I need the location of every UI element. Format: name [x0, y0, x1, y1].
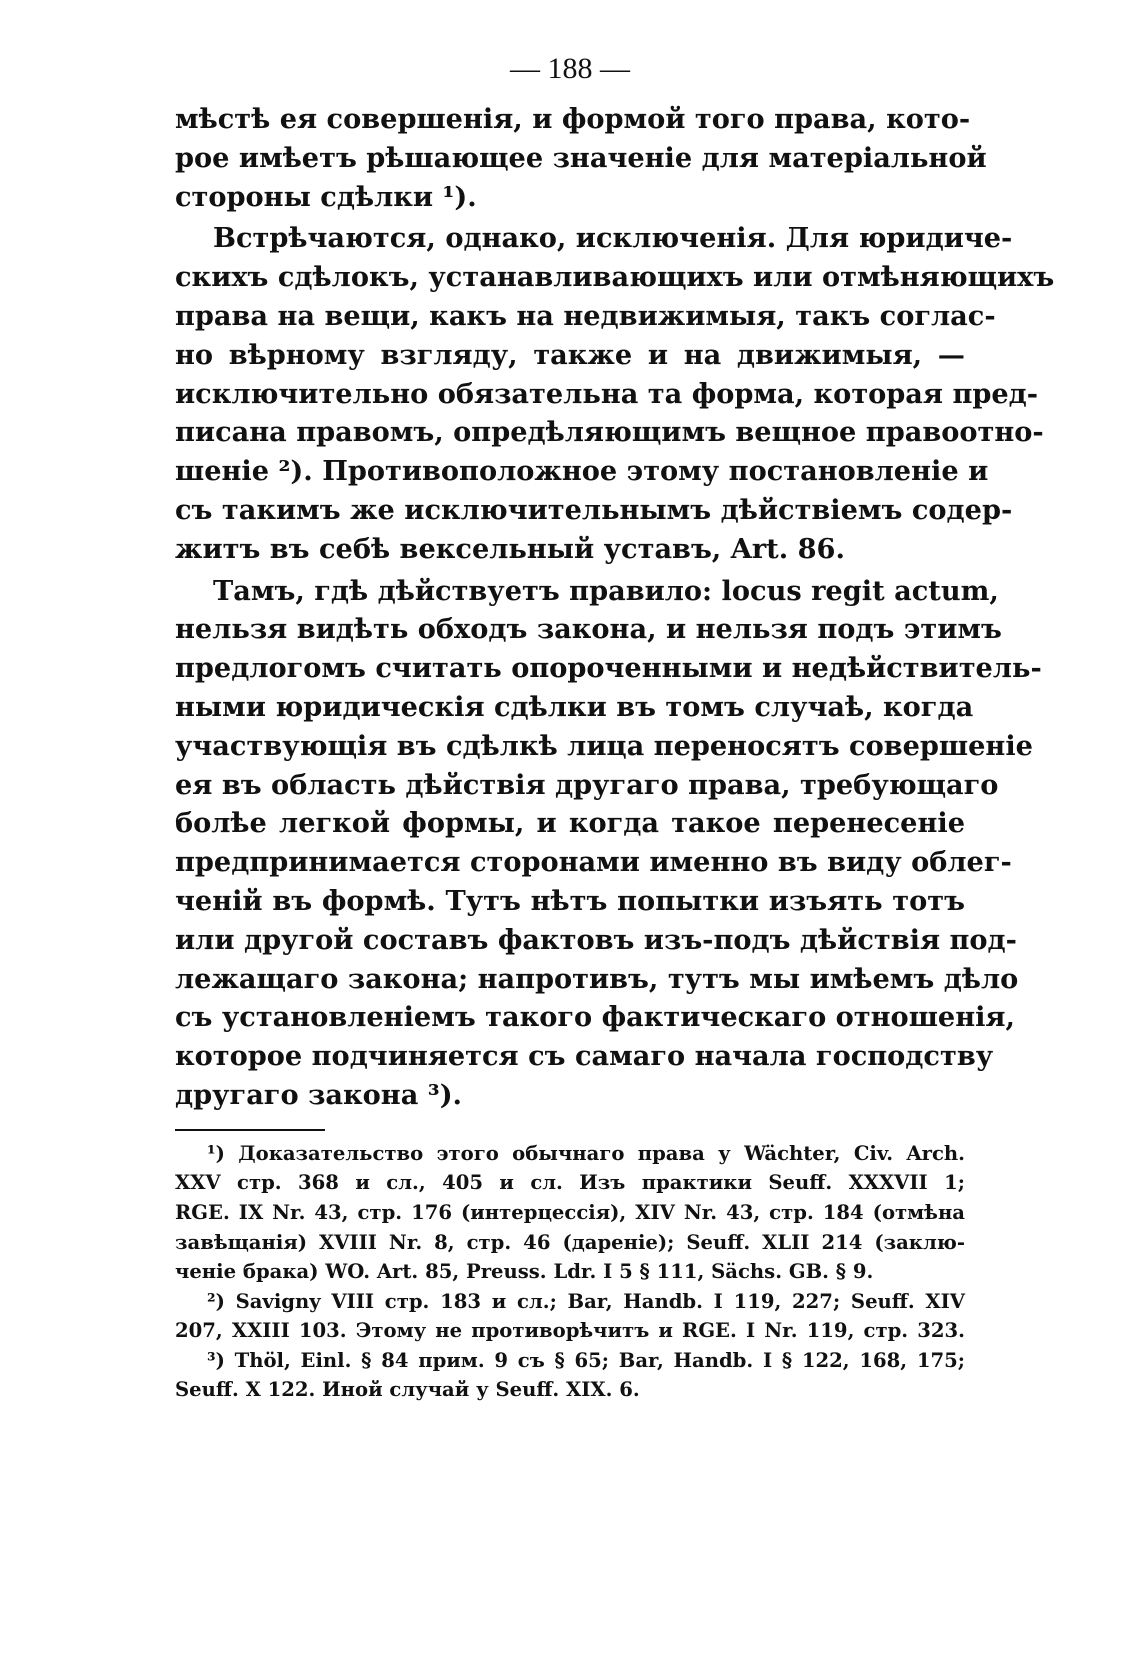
- paragraph-3: [175, 572, 1042, 1115]
- footnote-line: ченіе брака) WO. Art. 85, Preuss. Ldr. I 5 § 111, Sächs. GB. § 9.: [175, 1260, 874, 1284]
- footnote-1: [175, 1139, 965, 1287]
- text-line: ными юридическія сдѣлки въ томъ случаѣ, когда: [175, 690, 974, 723]
- footnote-line: ³) Thöl, Einl. § 84 прим. 9 съ § 65; Bar, Handb. I § 122, 168, 175;: [207, 1348, 965, 1372]
- footnotes: [175, 1139, 965, 1405]
- text-line: Встрѣчаются, однако, исключенія. Для юридиче-: [213, 222, 1013, 255]
- text-line: или другой составъ фактовъ изъ-подъ дѣйствія под-: [175, 923, 1017, 956]
- text-line: житъ въ себѣ вексельный уставъ, Art. 86.: [175, 532, 845, 565]
- footnote-line: RGE. IX Nr. 43, стр. 176 (интерцессія), XIV Nr. 43, стр. 184 (отмѣна: [175, 1200, 965, 1224]
- footnote-2: [175, 1287, 965, 1346]
- footnote-line: XXV стр. 368 и сл., 405 и сл. Изъ практики Seuff. XXXVII 1;: [175, 1171, 965, 1195]
- text-line: другаго закона ³).: [175, 1078, 463, 1111]
- page-number: — 188 —: [510, 52, 630, 85]
- text-line: предлогомъ считать опороченными и недѣйствитель-: [175, 652, 1042, 685]
- footnote-line: ²) Savigny VIII стр. 183 и сл.; Bar, Handb. I 119, 227; Seuff. XIV: [207, 1289, 965, 1313]
- footnote-line: ¹) Доказательство этого обычнаго права у Wächter, Civ. Arch.: [207, 1141, 965, 1165]
- text-line: мѣстѣ ея совершенія, и формой того права, кото-: [175, 103, 971, 135]
- text-line: ея въ область дѣйствія другаго права, требующаго: [175, 768, 999, 801]
- footnote-line: завѣщанія) XVIII Nr. 8, стр. 46 (дареніе); Seuff. XLII 214 (заклю-: [175, 1230, 965, 1254]
- paragraph-1: [175, 100, 987, 216]
- text-line: лежащаго закона; напротивъ, тутъ мы имѣемъ дѣло: [175, 962, 1019, 995]
- text-line: съ такимъ же исключительнымъ дѣйствіемъ содер-: [175, 493, 1013, 526]
- text-line: которое подчиняется съ самаго начала господству: [175, 1040, 994, 1073]
- footnote-divider: [175, 1129, 325, 1131]
- text-line: нельзя видѣть обходъ закона, и нельзя подъ этимъ: [175, 613, 1002, 646]
- paragraph-2: [175, 219, 1055, 568]
- footnote-line: 207, XXIII 103. Этому не противорѣчитъ и RGE. I Nr. 119, стр. 323.: [175, 1319, 965, 1343]
- text-line: рое имѣетъ рѣшающее значеніе для матеріальной: [175, 141, 987, 174]
- text-line: стороны сдѣлки ¹).: [175, 180, 477, 213]
- text-line: предпринимается сторонами именно въ виду облег-: [175, 846, 1012, 879]
- book-page: [175, 48, 1055, 1405]
- text-line: участвующія въ сдѣлкѣ лица переносятъ совершеніе: [175, 729, 1033, 762]
- text-line: шеніе ²). Противоположное этому постановленіе и: [175, 455, 989, 488]
- text-line: Тамъ, гдѣ дѣйствуетъ правило: locus regit actum,: [213, 574, 999, 607]
- text-line: писана правомъ, опредѣляющимъ вещное правоотно-: [175, 416, 1044, 449]
- text-line: исключительно обязательна та форма, которая пред-: [175, 377, 1039, 410]
- text-line: болѣе легкой формы, и когда такое перенесеніе: [175, 807, 965, 840]
- main-text: [175, 100, 1055, 1115]
- text-line: права на вещи, какъ на недвижимыя, такъ соглас-: [175, 299, 996, 332]
- footnote-3: [175, 1346, 965, 1405]
- text-line: ченій въ формѣ. Тутъ нѣтъ попытки изъять тотъ: [175, 884, 965, 917]
- footnote-line: Seuff. X 122. Иной случай у Seuff. XIX. 6.: [175, 1378, 640, 1402]
- text-line: съ установленіемъ такого фактическаго отношенія,: [175, 1001, 1015, 1034]
- text-line: скихъ сдѣлокъ, устанавливающихъ или отмѣняющихъ: [175, 261, 1055, 294]
- text-line: но вѣрному взгляду, также и на движимыя, —: [175, 338, 965, 371]
